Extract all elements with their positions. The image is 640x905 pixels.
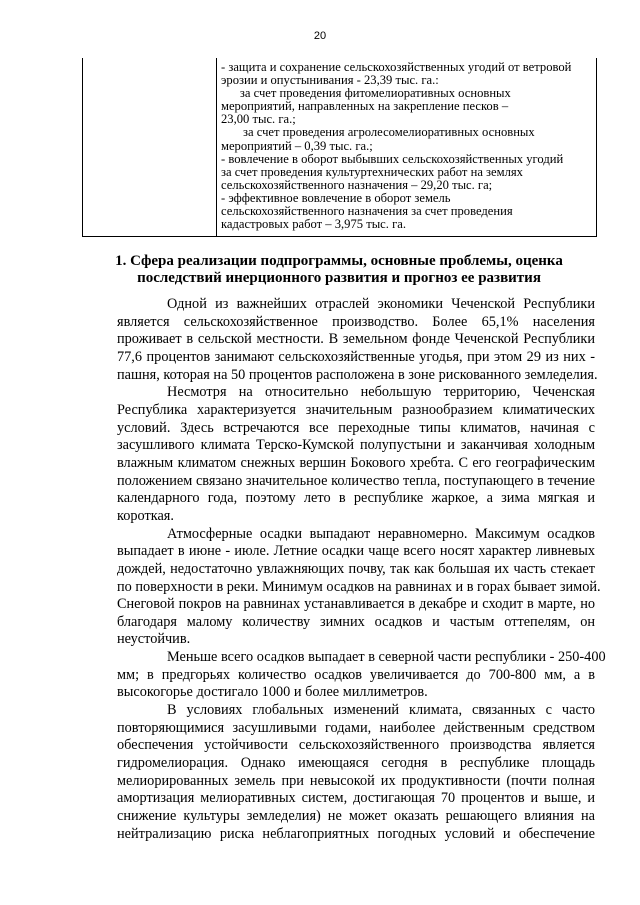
paragraph-line: Республика характеризуется значительным разнообразием климатических [117, 401, 595, 418]
paragraph-line: Атмосферные осадки выпадают неравномерно. Максимум осадков [167, 525, 595, 542]
section-heading [84, 253, 594, 286]
paragraph-line: 77,6 процентов занимают сельскохозяйственные угодья, при этом 29 из них - [117, 348, 595, 365]
paragraph-line: календарного года, поэтому лето в республике жаркое, а зима мягкая и [117, 490, 595, 507]
heading-line: 1. Сфера реализации подпрограммы, основные проблемы, оценка [115, 253, 563, 269]
table-line: эрозии и опустынивания - 23,39 тыс. га.: [221, 73, 439, 88]
table-line: - эффективное вовлечение в оборот земель [221, 190, 451, 205]
paragraph-line: неустойчив. [117, 631, 191, 648]
table-line: сельскохозяйственного назначения за счет проведения [221, 204, 513, 219]
paragraph-line: благодаря малому количеству зимних осадков и частым оттепелям, он [117, 613, 595, 630]
paragraph-line: мелиорированных земель при невысокой их продуктивности (почти полная [117, 772, 595, 789]
paragraph-line: короткая. [117, 507, 174, 524]
paragraph-line: гидромелиорация. Однако имеющаяся сегодня в республике площадь [117, 755, 595, 772]
paragraph-line: повторяющимися засушливыми годами, наиболее действенным средством [117, 719, 595, 736]
paragraph-line: пашня, которая на 50 процентов расположена в зоне рискованного земледелия. [117, 366, 598, 383]
paragraph-line: Снеговой покров на равнинах устанавливается в декабре и сходит в марте, но [117, 596, 595, 613]
paragraph-line: В условиях глобальных изменений климата, связанных с часто [167, 702, 595, 719]
paragraph-line: амортизация мелиоративных систем, достигающая 70 процентов и выше, и [117, 790, 595, 807]
paragraph-line: снижение культуры земледелия) не может оказать решающего влияния на [117, 808, 595, 825]
table-column-divider [216, 58, 217, 236]
body-text [117, 296, 606, 843]
paragraph-line: проживает в сельской местности. В земельном фонде Чеченской Республики [117, 331, 595, 348]
table-line: за счет проведения культуртехнических работ на землях [221, 164, 523, 179]
paragraph-line: Одной из важнейших отраслей экономики Чеченской Республики [167, 296, 595, 312]
paragraph-line: условий. Здесь встречаются все переходные типы климатов, начиная с [117, 419, 595, 436]
table-line: - защита и сохранение сельскохозяйственных угодий от ветровой [221, 60, 572, 74]
paragraph-line: положением связано значительное количество тепла, поступающего в течение [117, 472, 595, 489]
heading-line: последствий инерционного развития и прогноз ее развития [137, 269, 541, 286]
paragraph-line: влажным климатом снежных вершин Бокового хребта. С его географическим [117, 454, 595, 471]
paragraph-line: обеспечения устойчивости сельскохозяйственного производства является [117, 737, 595, 754]
paragraph-line: засушливого климата Терско-Кумской полупустыни и заканчивая холодным [117, 437, 595, 454]
paragraph-line: выпадает в июне - июле. Летние осадки чаще всего носят характер ливневых [117, 543, 595, 560]
paragraph-line: высокогорье достигало 1000 и более миллиметров. [117, 684, 428, 701]
page-number: 20 [313, 30, 327, 42]
paragraph-line: нейтрализацию риска неблагоприятных погодных условий и обеспечение [117, 825, 595, 842]
paragraph-line: является сельскохозяйственное производство. Более 65,1% населения [117, 313, 595, 330]
paragraph-line: мм; в предгорьях количество осадков увеличивается до 700-800 мм, а в [117, 666, 595, 683]
table-line: мероприятий, направленных на закрепление песков – [221, 99, 509, 114]
table-line: за счет проведения фитомелиоративных основных [221, 86, 511, 101]
table-fragment [82, 58, 597, 237]
paragraph-line: Меньше всего осадков выпадает в северной части республики - 250-400 [167, 649, 606, 666]
paragraph-line: по поверхности в реки. Минимум осадков на равнинах и в горах бывает зимой. [117, 578, 601, 595]
table-line: сельскохозяйственного назначения – 29,20 тыс. га; [221, 177, 493, 192]
paragraph-line: дождей, недостаточно увлажняющих почву, так как большая их часть стекает [117, 560, 595, 577]
table-line: за счет проведения агролесомелиоративных основных [221, 125, 535, 140]
paragraph-line: Несмотря на относительно небольшую территорию, Чеченская [167, 384, 595, 401]
table-line: кадастровых работ – 3,975 тыс. га. [221, 217, 406, 232]
table-cell-text [221, 61, 591, 231]
table-line: мероприятий – 0,39 тыс. га.; [221, 138, 373, 153]
table-line: - вовлечение в оборот выбывших сельскохозяйственных угодий [221, 151, 564, 166]
table-line: 23,00 тыс. га.; [221, 112, 296, 127]
